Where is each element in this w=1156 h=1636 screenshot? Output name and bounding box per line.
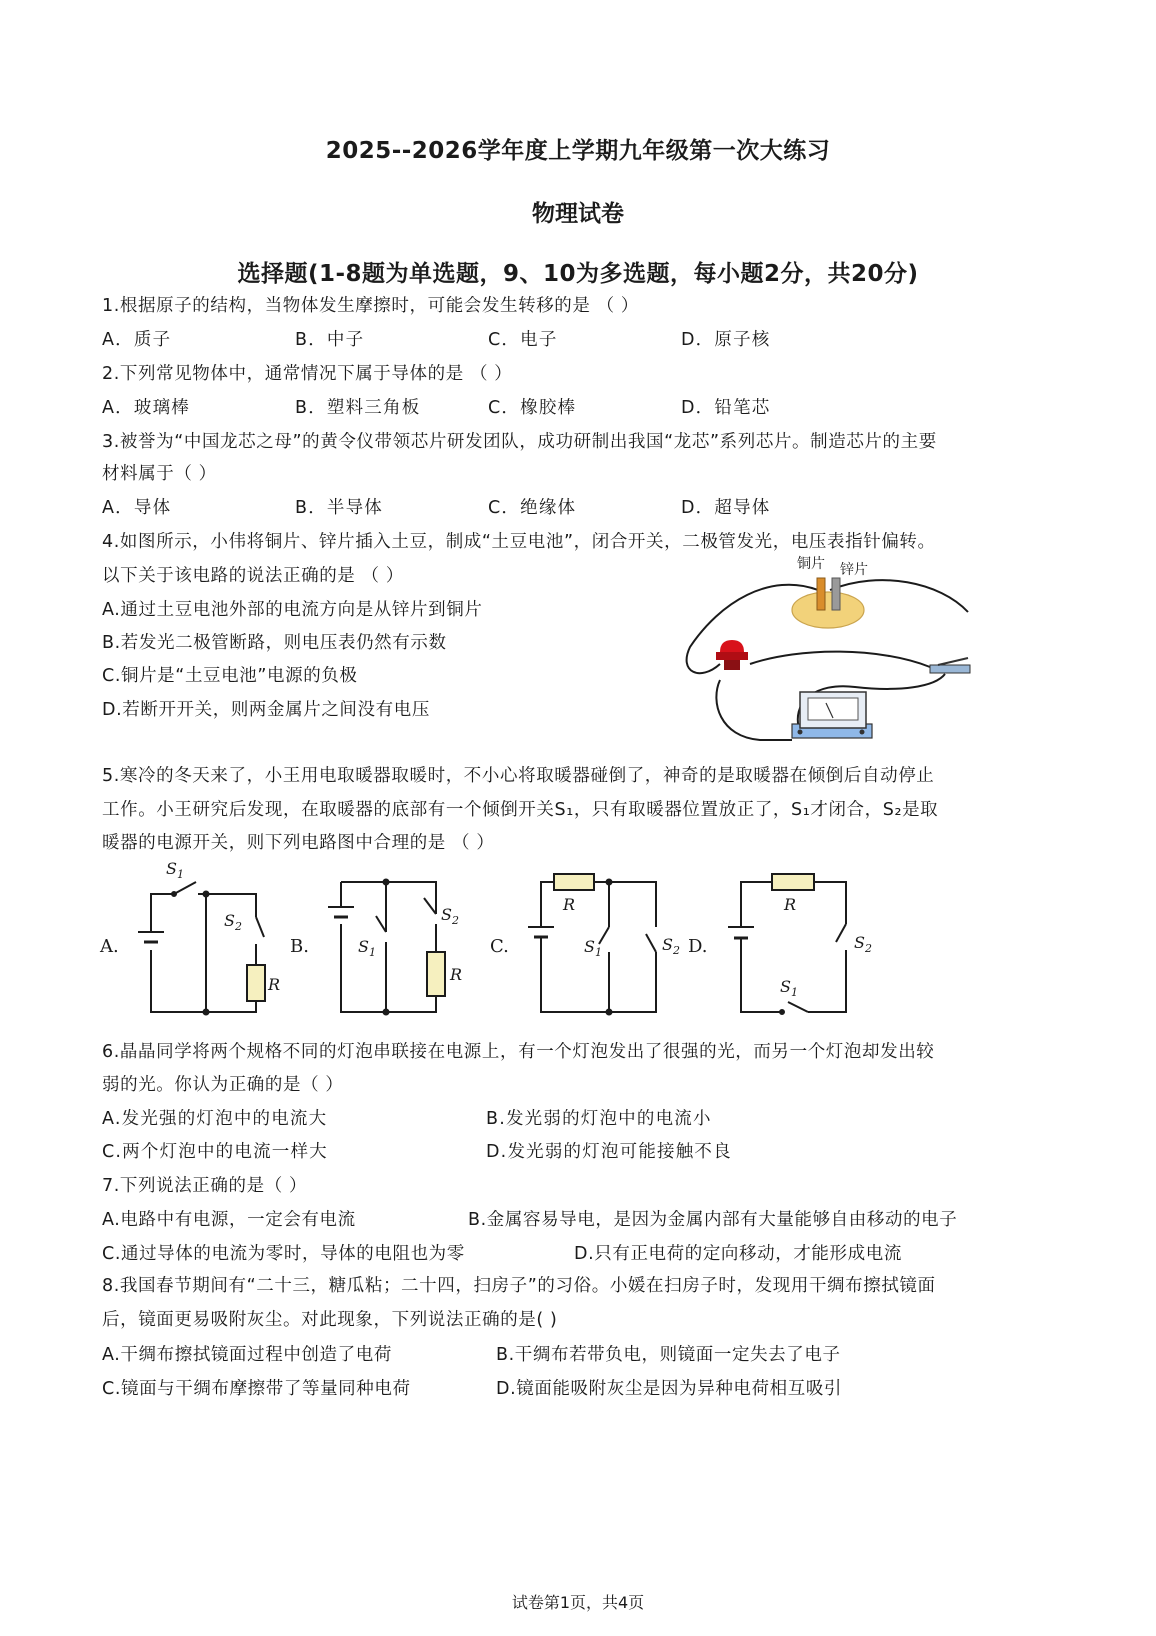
q1-option-c: C．电子 — [488, 330, 558, 350]
exam-subtitle: 物理试卷 — [532, 201, 624, 227]
circuit-d-s2: $S_2$ — [854, 933, 872, 955]
q7-option-b: B.金属容易导电，是因为金属内部有大量能够自由移动的电子 — [468, 1210, 958, 1230]
q4-option-b: B.若发光二极管断路，则电压表仍然有示数 — [102, 633, 447, 653]
question-6-stem-line1: 6.晶晶同学将两个规格不同的灯泡串联接在电源上，有一个灯泡发出了很强的光，而另一个灯泡却发出较 — [102, 1042, 935, 1062]
circuit-c-s2: $S_2$ — [662, 935, 680, 957]
q8-option-b: B.干绸布若带负电，则镜面一定失去了电子 — [496, 1345, 841, 1365]
q6-option-c: C.两个灯泡中的电流一样大 — [102, 1142, 328, 1162]
switch-icon — [930, 658, 970, 673]
potato-icon — [792, 592, 864, 628]
circuit-b-s2: $S_2$ — [441, 905, 459, 927]
circuit-b-r: R — [450, 965, 463, 984]
circuit-d-s1: $S_1$ — [780, 977, 798, 999]
question-5-stem-line1: 5.寒冷的冬天来了，小王用电取暖器取暖时，不小心将取暖器碰倒了，神奇的是取暖器在倾倒后自动停止 — [102, 766, 935, 786]
question-8-stem-line2: 后，镜面更易吸附灰尘。对此现象，下列说法正确的是( ) — [102, 1310, 558, 1330]
circuit-a-s1: $S_1$ — [166, 859, 184, 881]
voltmeter-icon — [792, 692, 872, 738]
circuit-c-r: R — [563, 895, 576, 914]
copper-label: 铜片 — [797, 556, 825, 572]
circuit-label-b: B. — [290, 936, 309, 957]
q6-option-a: A.发光强的灯泡中的电流大 — [102, 1109, 328, 1129]
zinc-label: 锌片 — [840, 562, 868, 578]
circuit-a — [138, 882, 265, 1015]
question-5-stem-line3: 暖器的电源开关，则下列电路图中合理的是 （ ） — [102, 833, 495, 853]
q2-option-c: C．橡胶棒 — [488, 398, 577, 418]
question-6-stem-line2: 弱的光。你认为正确的是（ ） — [102, 1075, 344, 1095]
q7-option-c: C.通过导体的电流为零时，导体的电阻也为零 — [102, 1244, 465, 1264]
q2-option-d: D．铅笔芯 — [681, 398, 771, 418]
q4-option-a: A.通过土豆电池外部的电流方向是从锌片到铜片 — [102, 600, 483, 620]
question-5-stem-line2: 工作。小王研究后发现，在取暖器的底部有一个倾倒开关S₁，只有取暖器位置放正了，S₁才闭合，S₂是取 — [102, 800, 939, 820]
q2-option-b: B．塑料三角板 — [295, 398, 421, 418]
led-icon — [716, 640, 748, 670]
q2-option-a: A．玻璃棒 — [102, 398, 190, 418]
q7-option-a: A.电路中有电源，一定会有电流 — [102, 1210, 356, 1230]
question-3-stem-line2: 材料属于（ ） — [102, 464, 217, 484]
q8-option-d: D.镜面能吸附灰尘是因为异种电荷相互吸引 — [496, 1379, 843, 1399]
question-2-stem: 2.下列常见物体中，通常情况下属于导体的是 （ ） — [102, 364, 513, 384]
circuit-a-r: R — [268, 975, 281, 994]
circuit-b-s1: $S_1$ — [358, 937, 376, 959]
zinc-plate — [832, 578, 840, 610]
page-footer: 试卷第1页，共4页 — [511, 1593, 645, 1612]
q7-option-d: D.只有正电荷的定向移动，才能形成电流 — [574, 1244, 902, 1264]
potato-battery-figure — [680, 552, 980, 752]
circuit-label-d: D. — [688, 936, 708, 957]
q5-circuit-options — [96, 852, 896, 1032]
circuit-c-s1: $S_1$ — [584, 937, 602, 959]
q3-option-d: D．超导体 — [681, 498, 771, 518]
question-7-stem: 7.下列说法正确的是（ ） — [102, 1176, 308, 1196]
q1-option-a: A．质子 — [102, 330, 172, 350]
question-4-stem-line2: 以下关于该电路的说法正确的是 （ ） — [102, 566, 404, 586]
circuit-a-s2: $S_2$ — [224, 911, 242, 933]
section-heading: 选择题(1-8题为单选题，9、10为多选题，每小题2分，共20分) — [237, 261, 919, 287]
question-8-stem-line1: 8.我国春节期间有“二十三，糖瓜粘；二十四，扫房子”的习俗。小媛在扫房子时，发现用干绸布擦拭镜面 — [102, 1276, 936, 1296]
circuit-b — [328, 880, 445, 1015]
q3-option-c: C．绝缘体 — [488, 498, 577, 518]
exam-title: 2025--2026学年度上学期九年级第一次大练习 — [325, 138, 831, 164]
question-4-stem-line1: 4.如图所示，小伟将铜片、锌片插入土豆，制成“土豆电池”，闭合开关，二极管发光，电压表指针偏转。 — [102, 532, 936, 552]
circuit-label-c: C. — [490, 936, 509, 957]
q8-option-c: C.镜面与干绸布摩擦带了等量同种电荷 — [102, 1379, 411, 1399]
q1-option-b: B．中子 — [295, 330, 365, 350]
question-3-stem-line1: 3.被誉为“中国龙芯之母”的黄令仪带领芯片研发团队，成功研制出我国“龙芯”系列芯片。制造芯片的主要 — [102, 432, 937, 452]
q1-option-d: D．原子核 — [681, 330, 771, 350]
q4-option-d: D.若断开开关，则两金属片之间没有电压 — [102, 700, 430, 720]
q4-option-c: C.铜片是“土豆电池”电源的负极 — [102, 666, 358, 686]
q6-option-d: D.发光弱的灯泡可能接触不良 — [486, 1142, 732, 1162]
copper-plate — [817, 578, 825, 610]
question-1-stem: 1.根据原子的结构，当物体发生摩擦时，可能会发生转移的是 （ ） — [102, 296, 640, 316]
q3-option-a: A．导体 — [102, 498, 172, 518]
q8-option-a: A.干绸布擦拭镜面过程中创造了电荷 — [102, 1345, 392, 1365]
q3-option-b: B．半导体 — [295, 498, 384, 518]
circuit-d-r: R — [784, 895, 797, 914]
circuit-label-a: A. — [100, 936, 119, 957]
q6-option-b: B.发光弱的灯泡中的电流小 — [486, 1109, 712, 1129]
